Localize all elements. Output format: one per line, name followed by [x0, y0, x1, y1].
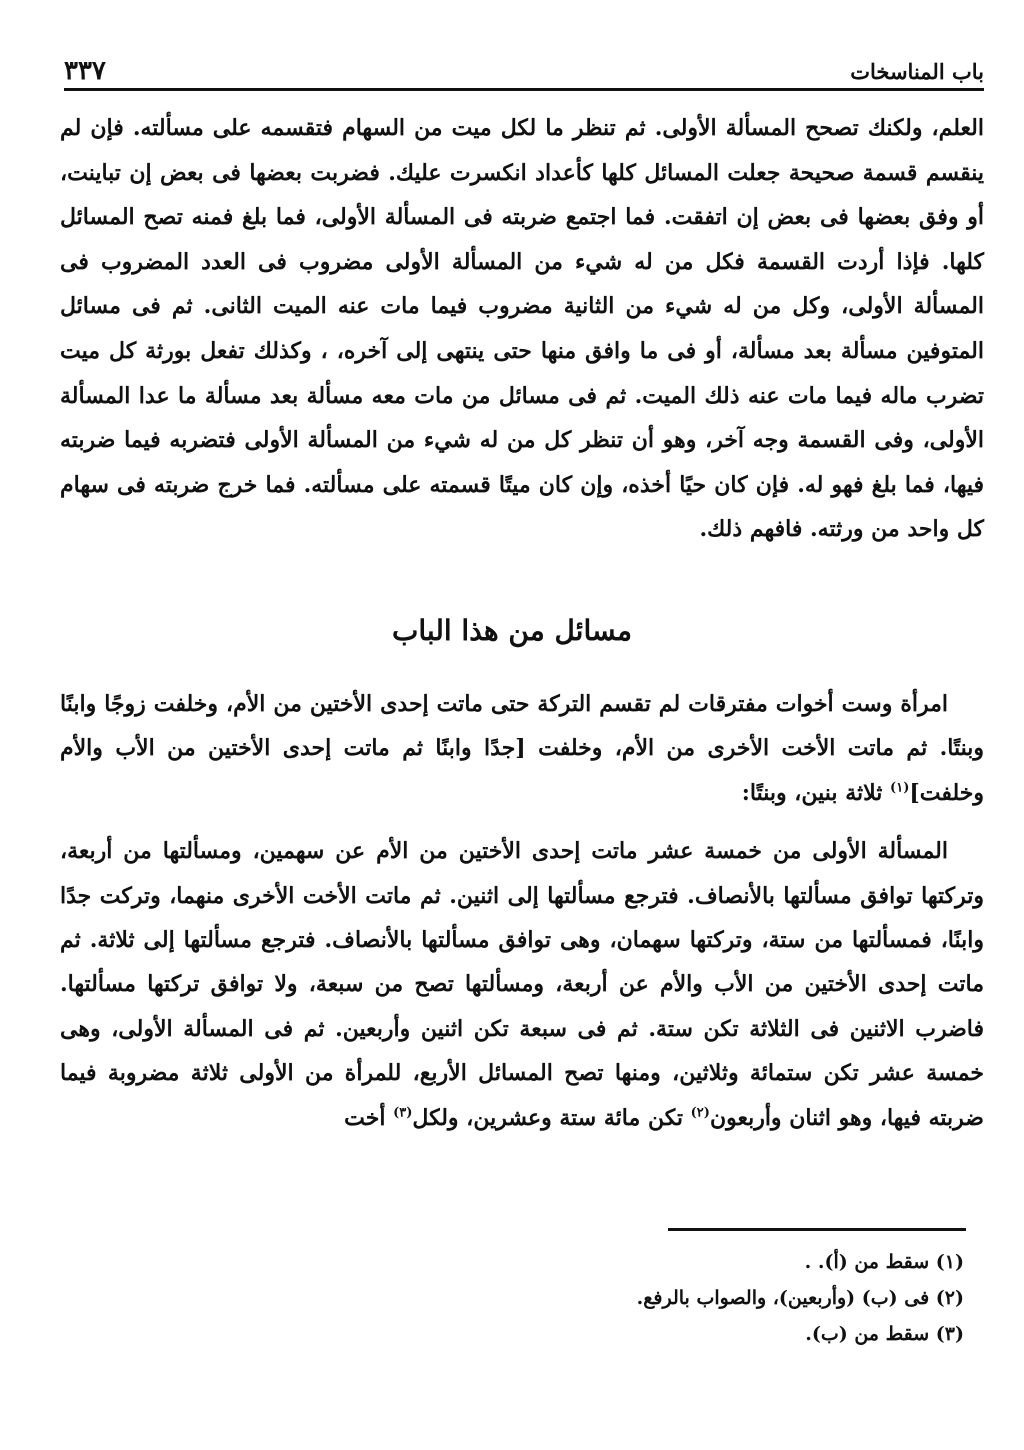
- footnote-ref-1[interactable]: (١): [890, 780, 910, 796]
- solution-text-a: المسألة الأولى من خمسة عشر ماتت إحدى الأختين من الأم عن سهمين، ومسألتها من أربعة، وتركتها توافق مسألتها بالأنصاف. فترجع مسألتها إلى اثنين. ثم ماتت الأخت الأخرى منهما، وتركت جدًا وابنًا، فمسألتها من ستة، وتركتها سهمان، وهى توافق مسألتها بالأنصاف. فترجع مسألتها إلى ثلاثة. ثم ماتت إحدى الأختين من الأب والأم عن أربعة، ومسألتها تصح من سبعة، ولا توافق تركتها مسألتها. فاضرب الاثنين فى الثلاثة تكن ستة. ثم فى سبعة تكن اثنين وأربعين. ثم فى المسألة الأولى، وهى خمسة عشر تكن ستمائة وثلاثين، ومنها تصح المسائل الأربع، للمرأة من الأولى ثلاثة مضروبة فيما ضربته فيها، وهو اثنان وأربعون: [60, 838, 985, 1131]
- chapter-title: باب المناسخات: [850, 59, 984, 84]
- problem-text-b: ثلاثة بنين، وبنتًا:: [741, 779, 891, 806]
- intro-paragraph: العلم، ولكنك تصحح المسألة الأولى. ثم تنظر ما لكل ميت من السهام فتقسمه على مسألته. فإن لم ينقسم قسمة صحيحة جعلت المسائل كلها كأعداد انكسرت عليك. فضربت بعضها فى بعض إن تباينت، أو وفق بعضها فى بعض إن اتفقت. فما اجتمع ضربته فى المسألة الأولى، فما بلغ فمنه تصح المسائل كلها. فإذا أردت القسمة فكل من له شيء من المسألة الأولى مضروب فى العدد المضروب فى المسألة الأولى، وكل من له شيء من الثانية مضروب فيما مات عنه الميت الثانى. ثم فى مسائل المتوفين مسألة بعد مسألة، أو فى ما وافق منها حتى ينتهى إلى آخره، ، وكذلك تفعل بورثة كل ميت تضرب ماله فيما مات عنه ذلك الميت. ثم فى مسائل من مات معه مسألة بعد مسألة ما عدا المسألة الأولى، وفى القسمة وجه آخر، وهو أن تنظر كل من له شيء من المسألة الأولى فتضربه فيما ضربته فيها، فما بلغ فهو له. فإن كان حيًا أخذه، وإن كان ميتًا قسمته على مسألته. فما خرج ضربته فى سهام كل واحد من ورثته. فافهم ذلك.: [60, 115, 984, 543]
- solution-text-c: أخت: [344, 1104, 394, 1131]
- solution-text-b: تكن مائة ستة وعشرين، ولكل: [412, 1104, 691, 1131]
- problem-text-block: [60, 682, 984, 1140]
- section-heading: مسائل من هذا الباب: [392, 614, 632, 647]
- footnote-1: (١) سقط من (أ). .: [804, 1251, 964, 1273]
- problem-text-a: امرأة وست أخوات مفترقات لم تقسم التركة حتى ماتت إحدى الأختين من الأم، وخلفت زوجًا وابنًا وبنتًا. ثم ماتت الأخت الأخرى من الأم، وخلفت [جدًا وابنًا ثم ماتت إحدى الأختين من الأب والأم وخلفت]: [60, 691, 984, 806]
- footnote-ref-3[interactable]: (٣): [393, 1105, 413, 1121]
- footnotes: [364, 1244, 964, 1352]
- running-header: [64, 54, 984, 91]
- intro-text-block: [60, 106, 984, 552]
- footnote-separator: [668, 1228, 966, 1231]
- problem-paragraph: [60, 682, 984, 815]
- footnote-3: (٣) سقط من (ب).: [805, 1323, 964, 1345]
- footnote-2: (٢) فى (ب) (وأربعين)، والصواب بالرفع.: [636, 1287, 964, 1309]
- page-number: ٣٣٧: [64, 56, 106, 86]
- footnote-ref-2[interactable]: (٢): [690, 1105, 710, 1121]
- solution-paragraph: [60, 829, 984, 1140]
